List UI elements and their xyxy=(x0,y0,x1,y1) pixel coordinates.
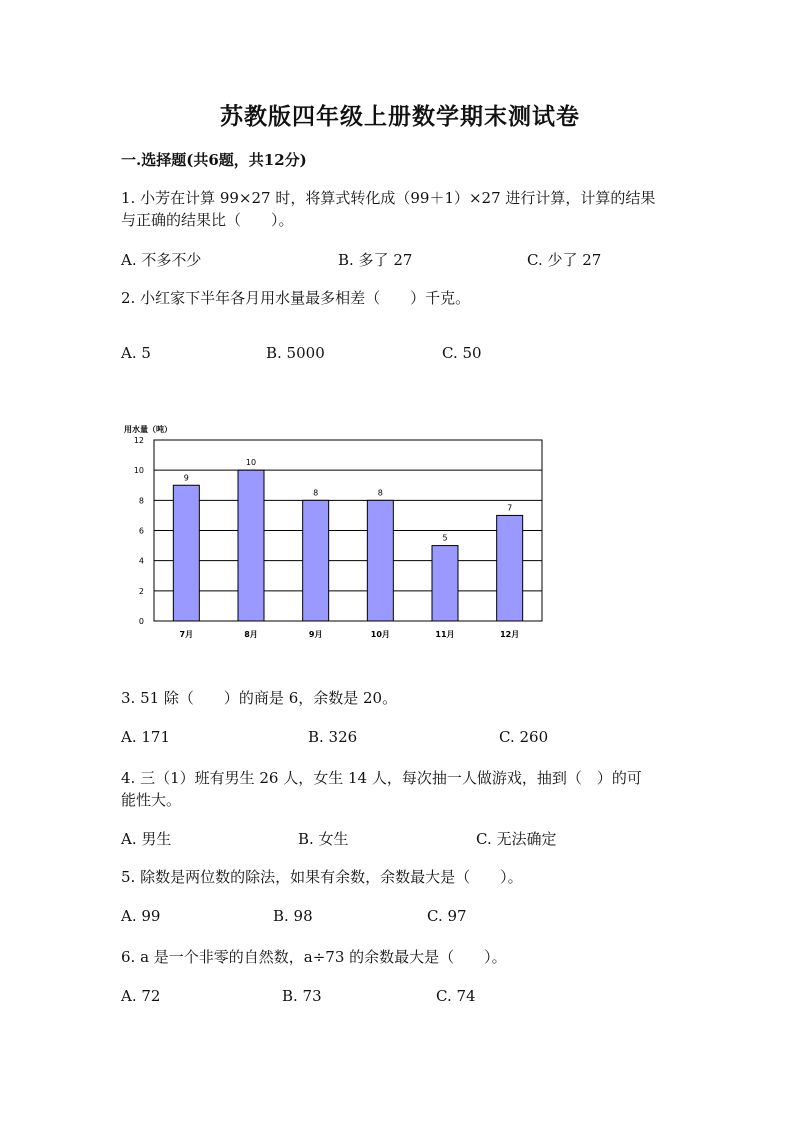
chart-bar xyxy=(367,500,393,621)
chart-y-tick-label: 2 xyxy=(138,586,144,596)
question-5-option-a: A. 99 xyxy=(121,907,161,925)
chart-bars xyxy=(173,458,522,639)
question-4-text-line1: 4. 三（1）班有男生 26 人，女生 14 人，每次抽一人做游戏，抽到（ ）的可 xyxy=(121,769,642,787)
chart-data-label: 8 xyxy=(313,488,319,498)
question-6-text: 6. a 是一个非零的自然数，a÷73 的余数最大是（ ）。 xyxy=(121,948,507,966)
chart-y-tick-label: 4 xyxy=(138,556,144,566)
question-2-option-a: A. 5 xyxy=(121,344,151,362)
question-1-text-line1: 1. 小芳在计算 99×27 时，将算式转化成（99＋1）×27 进行计算，计算的结果 xyxy=(121,189,656,207)
question-2-option-c: C. 50 xyxy=(442,344,482,362)
question-6-option-b: B. 73 xyxy=(282,987,322,1005)
chart-bar xyxy=(497,515,523,621)
question-5-option-c: C. 97 xyxy=(427,907,467,925)
question-1-option-c: C. 少了 27 xyxy=(527,251,602,269)
chart-y-tick-label: 6 xyxy=(138,526,144,536)
page-title: 苏教版四年级上册数学期末测试卷 xyxy=(220,103,580,130)
question-5-option-b: B. 98 xyxy=(273,907,313,925)
question-2-text: 2. 小红家下半年各月用水量最多相差（ ）千克。 xyxy=(121,289,471,307)
section-heading: 一.选择题(共6题，共12分) xyxy=(121,151,307,169)
question-4-option-c: C. 无法确定 xyxy=(476,830,557,848)
question-2-option-b: B. 5000 xyxy=(266,344,325,362)
chart-data-label: 9 xyxy=(183,473,189,483)
chart-data-label: 8 xyxy=(377,488,383,498)
chart-x-tick-label: 10月 xyxy=(370,630,390,639)
chart-y-axis-label: 用水量（吨） xyxy=(124,425,172,434)
chart-x-tick-label: 7月 xyxy=(179,630,194,639)
chart-x-tick-label: 9月 xyxy=(308,630,323,639)
question-3-text: 3. 51 除（ ）的商是 6，余数是 20。 xyxy=(121,689,398,707)
question-3-option-a: A. 171 xyxy=(121,728,170,746)
chart-bar xyxy=(238,470,264,621)
chart-y-tick-label: 0 xyxy=(138,617,144,626)
chart-x-tick-label: 11月 xyxy=(435,630,455,639)
chart-bar xyxy=(303,500,329,621)
question-5-text: 5. 除数是两位数的除法，如果有余数，余数最大是（ ）。 xyxy=(121,868,523,886)
chart-x-tick-label: 12月 xyxy=(500,630,520,639)
question-4-option-b: B. 女生 xyxy=(298,830,349,848)
question-6-option-c: C. 74 xyxy=(436,987,476,1005)
chart-x-tick-label: 8月 xyxy=(244,630,258,639)
chart-y-tick-label: 8 xyxy=(138,496,144,506)
chart-data-label: 5 xyxy=(442,533,448,543)
chart-data-label: 10 xyxy=(245,458,257,468)
question-1-text-line2: 与正确的结果比（ ）。 xyxy=(121,211,294,229)
question-4-option-a: A. 男生 xyxy=(121,830,172,848)
chart-bar xyxy=(432,546,458,621)
question-4-text-line2: 能性大。 xyxy=(121,791,182,809)
question-3-option-c: C. 260 xyxy=(499,728,549,746)
chart-data-label: 7 xyxy=(507,503,513,513)
question-1-option-a: A. 不多不少 xyxy=(121,251,202,269)
chart-y-tick-label: 12 xyxy=(133,436,144,445)
question-1-option-b: B. 多了 27 xyxy=(338,251,413,269)
question-6-option-a: A. 72 xyxy=(121,987,161,1005)
chart-bar xyxy=(173,485,199,621)
chart-y-tick-label: 10 xyxy=(133,466,144,476)
water-usage-bar-chart xyxy=(118,420,558,650)
question-3-option-b: B. 326 xyxy=(308,728,358,746)
